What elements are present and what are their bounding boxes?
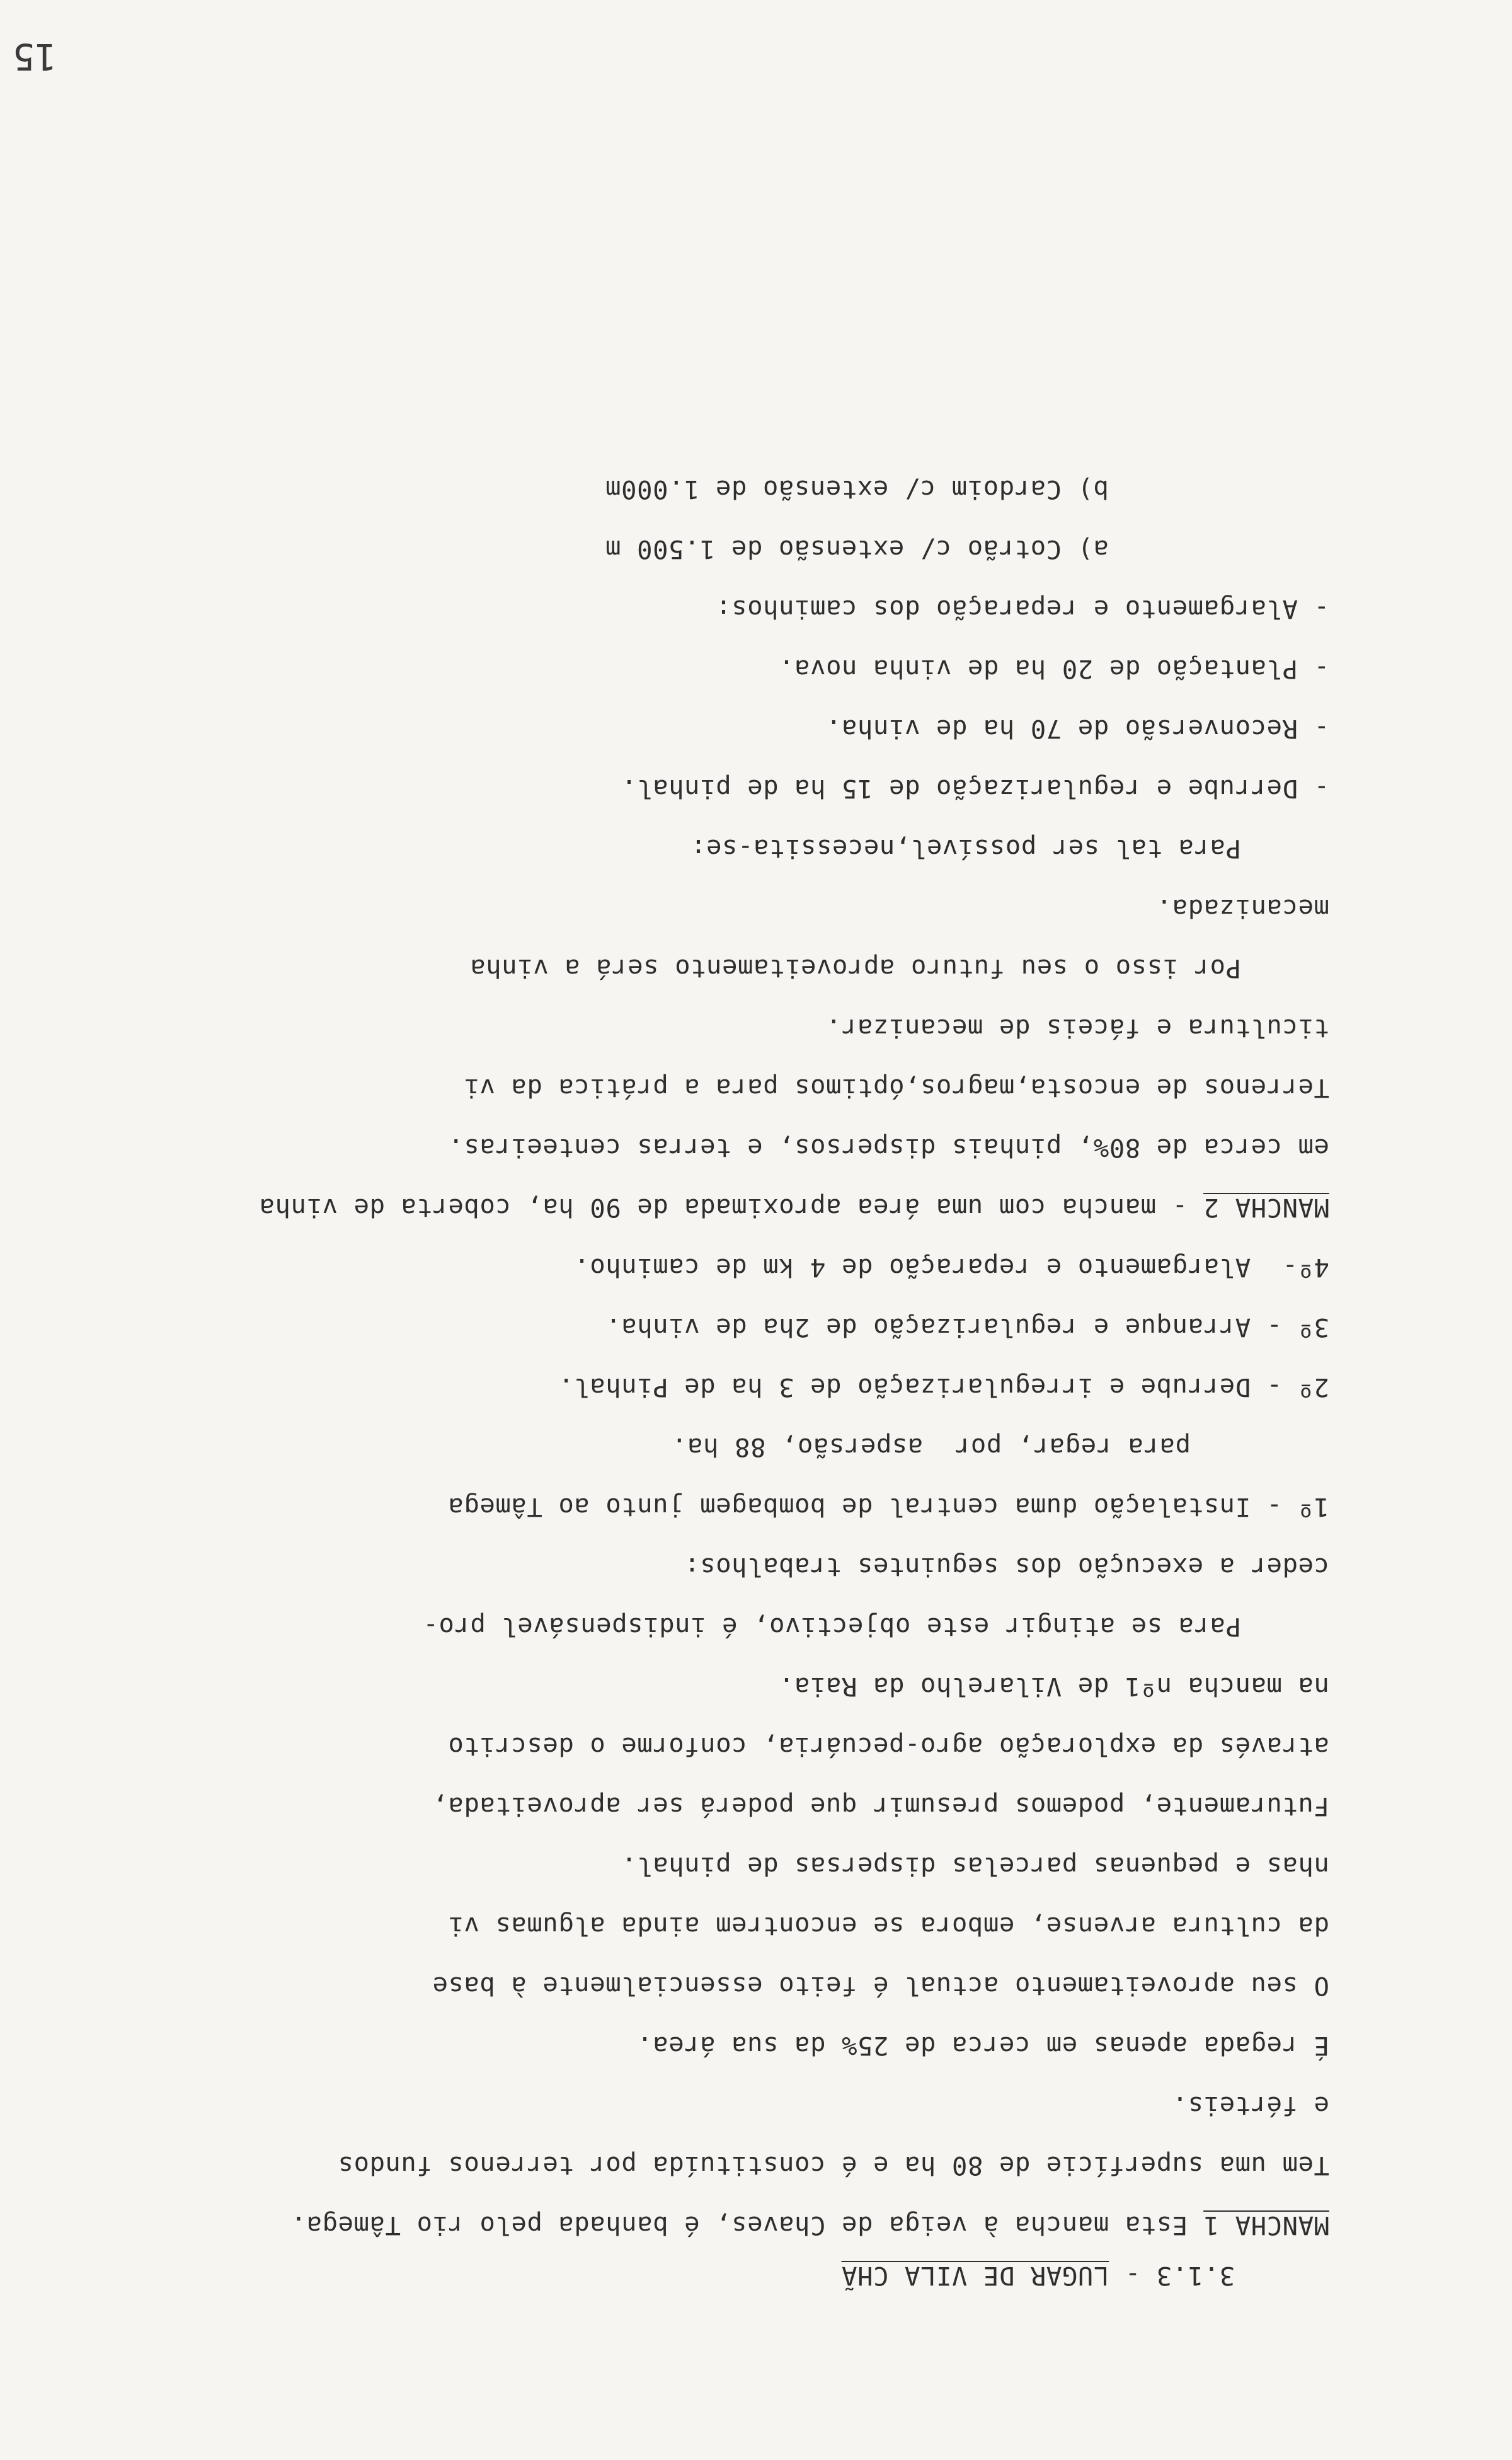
paragraph-line: Futuramente, podemos presumir que poderá ser aproveitada,	[432, 1791, 1329, 1822]
section-number: 3.1.3 -	[1109, 2261, 1235, 2291]
section-heading	[38, 2261, 1329, 2365]
work-subitem: a) Cotrão c/ extensão de 1.500 m	[605, 534, 1109, 565]
paragraph-line: ceder a execução dos seguintes trabalhos:	[684, 1552, 1329, 1582]
paragraph-line: nhas e pequenas parcelas dispersas de pinhal.	[621, 1851, 1329, 1882]
work-item: 4º- Alargamento e reparação de 4 km de caminho.	[573, 1253, 1329, 1283]
work-item: - Alargamento e reparação dos caminhos:	[715, 594, 1329, 624]
work-item: 1º - Instalação duma central de bombagem junto ao Tâmega	[447, 1492, 1329, 1522]
paragraph-line: Para se atingir este objectivo, é indispensável pro-	[422, 1612, 1241, 1642]
paragraph-line: Para tal ser possível,necessita-se:	[690, 834, 1241, 864]
paragraph-line: através da exploração agro-pecuária, conforme o descrito	[447, 1732, 1329, 1762]
paragraph-line	[38, 2195, 1329, 2255]
paragraph-line: em cerca de 80%, pinhais dispersos, e terras centeeiras.	[447, 1133, 1329, 1163]
paragraph-line	[38, 1178, 1329, 1238]
work-item-continuation: para regar, por aspersão, 88 ha.	[671, 1432, 1191, 1463]
section-title: LUGAR DE VILA CHÃ	[841, 2261, 1109, 2291]
paragraph-line: É regada apenas em cerca de 25% da sua área.	[636, 2031, 1329, 2061]
paragraph-text: - mancha com uma área aproximada de 90 ha, coberta de vinha	[259, 1193, 1204, 1223]
work-item: - Plantação de 20 ha de vinha nova.	[778, 654, 1329, 684]
paragraph-text: Esta mancha à veiga de Chaves, é banhada pelo rio Tâmega.	[290, 2210, 1204, 2241]
work-item: - Derrube e regularização de 15 ha de pinhal.	[621, 774, 1329, 804]
mancha-label: MANCHA 1	[1203, 2210, 1329, 2241]
paragraph-line: e férteis.	[1172, 2091, 1329, 2121]
mancha-label: MANCHA 2	[1203, 1193, 1329, 1223]
page-number: 15	[13, 35, 57, 78]
page-content	[38, 459, 1329, 2365]
paragraph-line: mecanizada.	[1156, 894, 1329, 924]
paragraph-line: Tem uma superfície de 80 ha e é constituída por terrenos fundos	[338, 2151, 1329, 2181]
paragraph-line: da cultura arvense, embora se encontrem ainda algumas vi	[447, 1911, 1329, 1941]
paragraph-line: O seu aproveitamento actual é feito essencialmente à base	[432, 1971, 1329, 2001]
work-item: 3º - Arranque e regularização de 2ha de vinha.	[605, 1313, 1329, 1343]
work-subitem: b) Cardoim c/ extensão de 1.000m	[605, 474, 1109, 505]
paragraph-line: Terrenos de encosta,magros,óptimos para a prática da vi	[463, 1073, 1329, 1103]
paragraph-line: Por isso o seu futuro aproveitamento será a vinha	[469, 953, 1241, 984]
paragraph-line: ticultura e fáceis de mecanizar.	[825, 1013, 1329, 1043]
work-item: 2º - Derrube e irregularização de 3 ha de Pinhal.	[558, 1372, 1329, 1403]
paragraph-line: na mancha nº1 de Vilarelho da Raia.	[778, 1672, 1329, 1702]
work-item: - Reconversão de 70 ha de vinha.	[825, 714, 1329, 744]
